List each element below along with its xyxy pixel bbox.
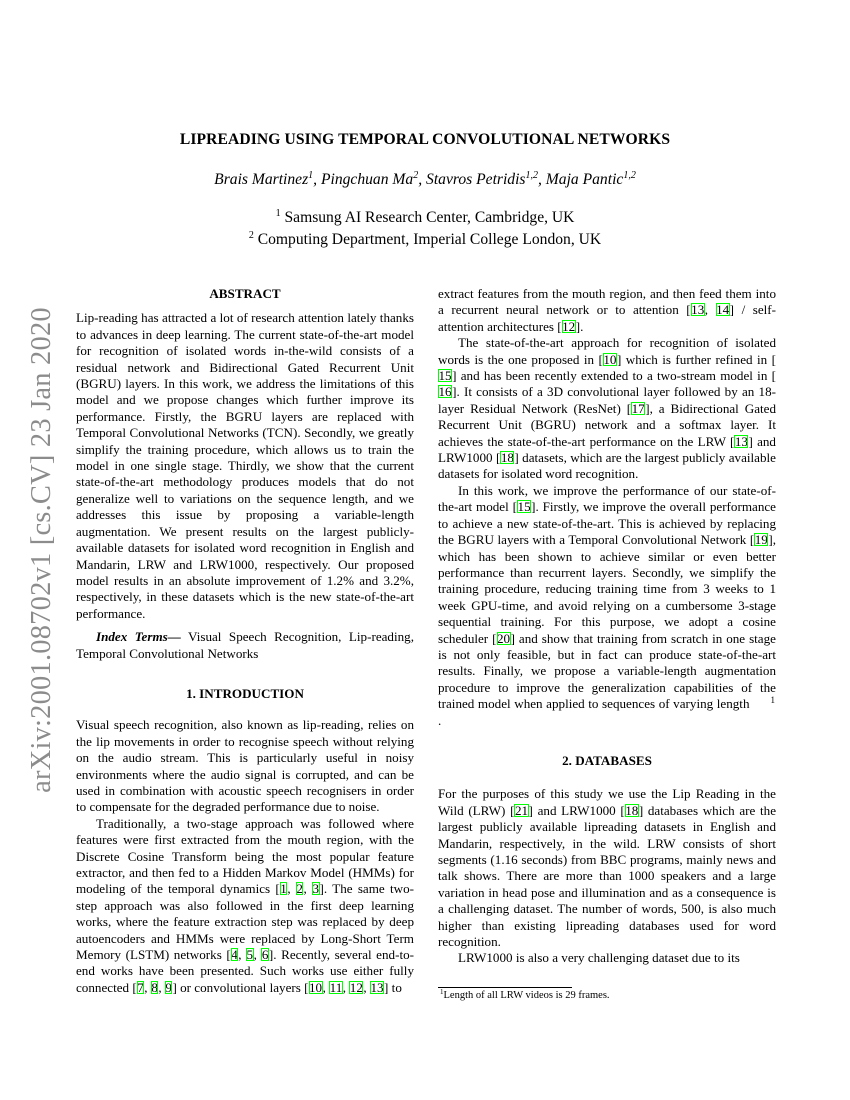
footnote-number: 1 [440,988,444,996]
intro-paragraph-1: Visual speech recognition, also known as lip-reading, relies on the lip movements in order to recognise speech without relying on the audio stream. This is particularly useful in noisy environments where the audio signal is corrupted, and can be used in combination with acoustic speech recognisers in order to compensate for the degraded performance due to noise. [76,717,414,815]
author-name: Stavros Petridis [426,171,526,188]
citation-link[interactable]: 3 [312,881,320,897]
text-run: and has been recently extended to a two-stream model in [456,368,772,384]
citation-link[interactable]: 19 [754,532,768,548]
text-run: datasets, which are the largest publicly available datasets for isolated word recognition. [438,450,776,482]
text-run: and LRW1000 [532,802,621,818]
text-run: / self-attention architectures [438,302,777,334]
citation-link[interactable]: 2 [296,881,303,897]
author-affil: 1,2 [623,170,636,181]
abstract-text: Lip-reading has attracted a lot of research attention lately thanks to advances in deep learning. The current state-of-the-art model for recognition of isolated words in-the-wild consists of a residual network and Bidirectional Gated Recurrent Unit (BGRU) layers. In this work, we address the limitations of this model and we propose changes which further improve its performance. Firstly, the BGRU layers are replaced with Temporal Convolutional Networks (TCN). Secondly, we greatly simplify the training procedure, which allows us to train the model in one single stage. Thirdly, we show that the current state-of-the-art methodology produces models that do not generalize well to variations on the sequence length, and we addresses this issue by proposing a variable-length augmentation. We present results on the largest publicly-available datasets for isolated word recognition in English and Mandarin, LRW and LRW1000, respectively. Our proposed model results in an absolute improvement of 1.2% and 3.2%, respectively, in these datasets which is the new state-of-the-art performance. [76,310,414,621]
intro-paragraph-4: The state-of-the-art approach for recognition of isolated words is the one proposed in [10] which is further refined in [15] and has been recently extended to a two-stream model in [16]. It consists of a 3D convolutional layer followed by an 18-layer Residual Network (ResNet) [17], a Bidirectional Gated Recurrent Unit (BGRU) network and a softmax layer. It achieves the state-of-the-art performance on the LRW [13] and LRW1000 [18] datasets, which are the largest publicly available datasets for isolated word recognition. [438,335,776,482]
author-affil: 1,2 [525,170,538,181]
affiliation-1 [0,209,850,227]
arxiv-stamp: arXiv:2001.08702v1 [cs.CV] 23 Jan 2020 [26,307,57,793]
citation-link[interactable]: 4 [231,947,238,963]
affil-number: 2 [248,230,254,241]
text-run: . [580,318,584,334]
author-affil: 2 [413,170,419,181]
paper-title: LIPREADING USING TEMPORAL CONVOLUTIONAL NETWORKS [179,131,671,148]
abstract-heading: ABSTRACT [209,286,281,301]
left-column [76,286,414,996]
citation-link[interactable]: 13 [734,433,748,449]
databases-heading: 2. DATABASES [562,752,652,768]
affil-text: Samsung AI Research Center, Cambridge, UK [284,209,575,226]
text-run: In this work, we improve the performance of our state-of-the-art model [438,482,776,515]
citation-link[interactable]: 10 [603,351,617,367]
citation-link[interactable]: 10 [309,979,323,995]
citation-link[interactable]: 15 [438,368,452,384]
index-terms-label: Index Terms— [96,629,181,645]
citation-link[interactable]: 18 [500,450,514,466]
databases-paragraph-1: For the purposes of this study we use the Lip Reading in the Wild (LRW) [21] and LRW1000 [18] databases which are the largest publicly available lipreading datasets in English and Mandarin, respectively, in the wild. LRW consists of short segments (1.16 seconds) from BBC programs, mainly news and talk shows. There are more than 1000 speakers and a large variation in head pose and illumination and as a consequence is a challenging dataset. The number of words, 500, is also much higher than existing lipreading databases used for word recognition. [438,786,777,950]
affil-text: Computing Department, Imperial College London, UK [257,231,602,248]
citation-link[interactable]: 12 [562,318,576,334]
text-run: and show that training from scratch in one stage is not only feasible, but in fact can produce state-of-the-art results. Finally, we propose a variable-length augmentation procedure to improve the generalization capabilities of the trained model when applied to sequences of varying length [438,630,776,712]
author-name: Maja Pantic [545,171,624,188]
databases-paragraph-2: LRW1000 is also a very challenging dataset due to its [458,950,740,966]
citation-link[interactable]: 16 [438,384,452,400]
citation-link[interactable]: 21 [514,802,529,818]
text-run: extract features from the mouth region, and then feed them into a recurrent neural network or to attention [438,286,776,318]
intro-paragraph-5: In this work, we improve the performance of our state-of-the-art model [15]. Firstly, we improve the overall performance to achieve a new state-of-the-art. This is achieved by replacing the BGRU layers with a Temporal Convolutional Network [19], which has been shown to achieve similar or even better performance than recurrent layers. Secondly, we simplify the training procedure, reducing training time from 3 weeks to 1 week GPU-time, and avoid relying on a cumbersome 3-stage sequential training. For this purpose, we adopt a cosine scheduler [20] and show that training from scratch in one stage is not only feasible, but in fact can produce state-of-the-art results. Finally, we propose a variable-length augmentation procedure to improve the generalization capabilities of the trained model when applied to sequences of varying length 1. [438,482,776,728]
text-run: , which has been shown to achieve similar or even better performance than recurrent layers. Secondly, we simplify the training procedure, reducing training time from 3 weeks to 1 week GPU-time, and avoid relying on a cumbersome 3-stage sequential training. For this purpose, we adopt a cosine scheduler [438,532,776,646]
citation-link[interactable]: 15 [517,499,531,515]
citation-link[interactable]: 20 [497,630,511,646]
index-terms-text: Visual Speech Recognition, Lip-reading, Temporal Convolutional Networks [76,629,414,661]
text-run: which is further refined in [621,351,772,367]
text-run: . The same two-step approach was also followed in the first deep learning works, where the feature extraction step was replaced by deep autoencoders and HMMs were replaced by Long-Short Term Memory (LSTM) networks [76,881,415,963]
citation-link[interactable]: 12 [349,979,363,995]
index-terms [76,629,414,662]
right-column [438,286,776,967]
text-run: . It consists of a 3D convolutional layer followed by an 18-layer Residual Network (ResNet) [438,384,776,416]
affiliation-2 [0,231,850,249]
text-run: . Recently, several end-to-end works have been presented. Such works use either fully connected [76,947,414,995]
intro-heading: 1. INTRODUCTION [186,685,304,701]
text-run: databases which are the largest publicly available lipreading datasets in English and Mandarin, respectively, in the wild. LRW consists of short segments (1.16 seconds) from BBC programs, mainly news and talk shows. There are more than 1000 speakers and a large variation in head pose and illumination and as a consequence is a challenging dataset. The number of words, 500, is also much higher than existing lipreading databases used for word recognition. [438,802,777,950]
citation-link[interactable]: 18 [625,802,639,818]
citation-link[interactable]: 6 [261,947,269,963]
citation-link[interactable]: 13 [691,302,705,318]
author-affil: 1 [308,170,314,181]
intro-paragraph-2: Traditionally, a two-stage approach was followed where features were first extracted from the mouth region, with the Discrete Cosine Transform being the most popular feature extractor, and then fed to a Hidden Markov Model (HMMs) for modeling of the temporal dynamics [1, 2, 3]. The same two-step approach was also followed in the first deep learning works, where the feature extraction step was replaced by deep autoencoders and HMMs were replaced by Long-Short Term Memory (LSTM) networks [4, 5, 6]. Recently, several end-to-end works have been presented. Such works use either fully connected [7, 8, 9] or convolutional layers [10, 11, 12, 13] to [76,815,415,995]
citation-link[interactable]: 11 [329,979,343,995]
author-list: Brais Martinez$^1$, Pingchuan Ma$^2$, Stavros Petridis$^{1,2}$, Maja Pantic$^{1,2}$ [214,170,636,188]
text-run: For the purposes of this study we use the Lip Reading in the Wild (LRW) [438,786,776,818]
citation-link[interactable]: 5 [246,947,254,963]
citation-link[interactable]: 8 [151,979,158,995]
text-run: to [388,979,402,995]
text-run: The state-of-the-art approach for recognition of isolated words is the one proposed in [438,335,776,367]
citation-link[interactable]: 1 [280,881,287,897]
footnote-text: Length of all LRW videos is 29 frames. [443,990,610,1001]
author-name: Brais Martinez [214,171,309,188]
citation-link[interactable]: 9 [165,979,172,995]
citation-link[interactable]: 13 [370,979,384,995]
author-name: Pingchuan Ma [320,171,414,188]
citation-link[interactable]: 7 [137,979,144,995]
citation-link[interactable]: 17 [631,400,645,416]
citation-link[interactable]: 14 [716,302,730,318]
footnote [440,990,610,1001]
text-run: . Firstly, we improve the overall performance to achieve a new state-of-the-art. This is achieved by replacing the BGRU layers with a Temporal Convolutional Network [438,499,776,548]
text-run: or convolutional layers [176,979,305,995]
text-run: and LRW1000 [438,433,776,466]
intro-paragraph-3: extract features from the mouth region, and then feed them into a recurrent neural network or to attention [13, 14] / self-attention architectures [12]. [438,286,777,334]
affil-number: 1 [275,208,281,219]
text-run: , a Bidirectional Gated Recurrent Unit (BGRU) network and a softmax layer. It achieves the state-of-the-art performance on the LRW [438,400,776,449]
text-run: Traditionally, a two-stage approach was followed where features were first extracted from the mouth region, with the Discrete Cosine Transform being the most popular feature extractor, and then fed to a Hidden Markov Model (HMMs) for modeling of the temporal dynamics [76,815,414,897]
